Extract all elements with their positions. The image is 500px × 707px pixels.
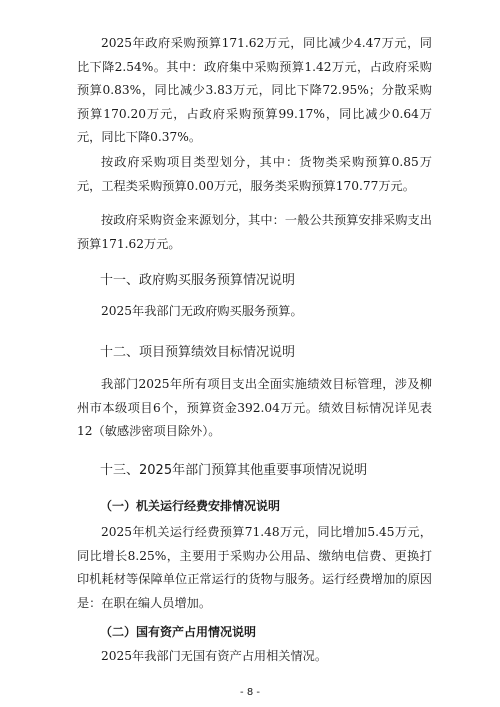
operating-expenses-paragraph: 2025年机关运行经费预算71.48万元，同比增加5.45万元，同比增长8.25%，主要用于采购办公用品、缴纳电信费、更换打印机耗材等保障单位正常运行的货物与服务。运行经费增加的原因是：在职在编人员增加。 <box>77 525 432 610</box>
purchase-services-paragraph: 2025年我部门无政府购买服务预算。 <box>101 304 303 318</box>
subsection-1-heading: （一）机关运行经费安排情况说明 <box>100 499 281 513</box>
subsection-2-heading: （二）国有资产占用情况说明 <box>100 625 257 639</box>
performance-targets-paragraph: 我部门2025年所有项目支出全面实施绩效目标管理，涉及柳州市本级项目6个，预算资金392.04万元。绩效目标情况详见表12（敏感涉密项目除外）。 <box>77 377 432 439</box>
procurement-by-source-paragraph: 按政府采购资金来源划分，其中：一般公共预算安排采购支出预算171.62万元。 <box>77 213 432 251</box>
section-12-heading: 十二、项目预算绩效目标情况说明 <box>100 345 296 360</box>
procurement-by-type-paragraph: 按政府采购项目类型划分，其中：货物类采购预算0.85万元，工程类采购预算0.00万元，服务类采购预算170.77万元。 <box>77 155 432 193</box>
section-11-heading: 十一、政府购买服务预算情况说明 <box>100 273 296 288</box>
state-assets-paragraph: 2025年我部门无国有资产占用相关情况。 <box>101 649 328 663</box>
section-13-heading: 十三、2025年部门预算其他重要事项情况说明 <box>100 463 368 478</box>
page-number: - 8 - <box>240 687 260 698</box>
procurement-summary-paragraph: 2025年政府采购预算171.62万元，同比减少4.47万元，同比下降2.54%。其中：政府集中采购预算1.42万元，占政府采购预算0.83%，同比减少3.83万元，同比下降72.95%；分散采购预算170.20万元，占政府采购预算99.17%，同比减少0.64万元，同比下降0.37%。 <box>77 36 432 145</box>
